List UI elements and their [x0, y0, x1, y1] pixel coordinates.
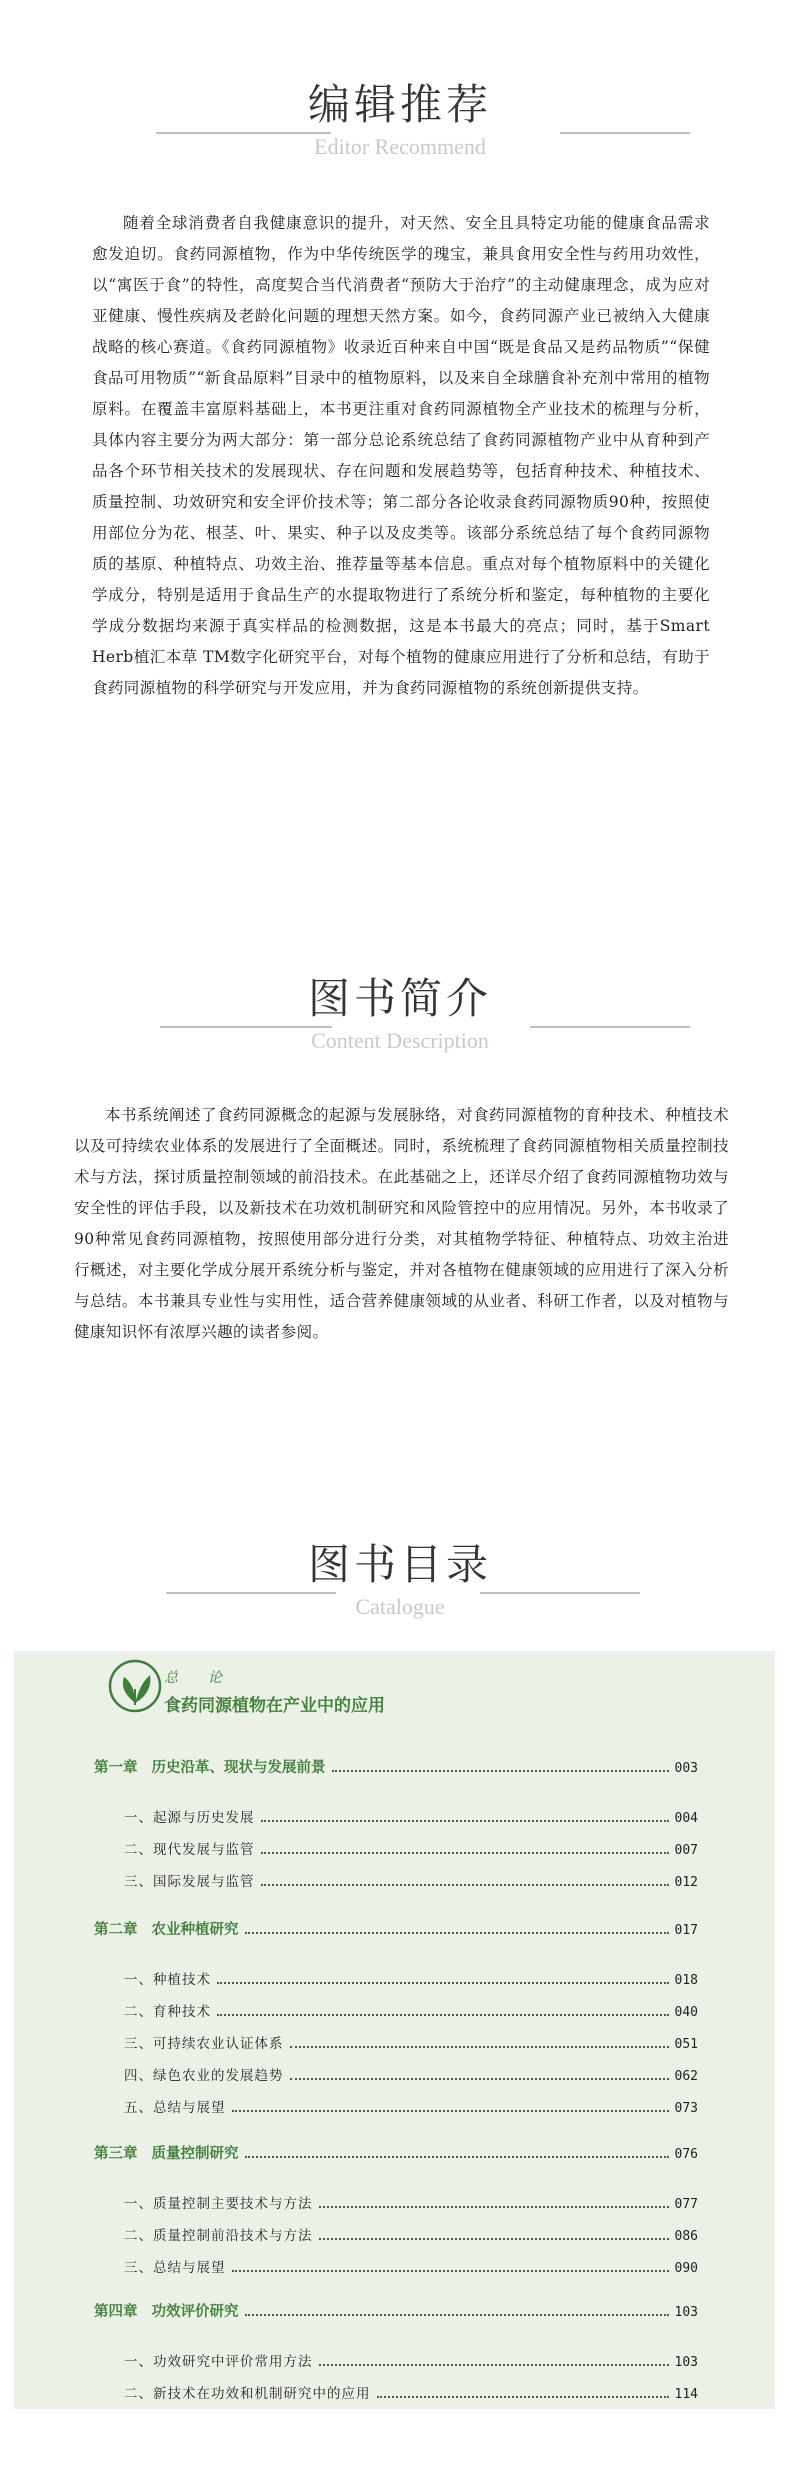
- section-page: 090: [674, 2261, 698, 2276]
- chapter-page: 003: [674, 1761, 698, 1776]
- section-page: 062: [674, 2069, 698, 2084]
- chapter-title: 农业种植研究: [151, 1921, 239, 1938]
- divider-left: [156, 132, 331, 134]
- section-label: 一、起源与历史发展: [124, 1810, 255, 1826]
- toc-item-row: [124, 2382, 698, 2402]
- toc-item-row: [124, 2350, 698, 2370]
- part-header: [164, 1667, 385, 1716]
- section-label: 二、现代发展与监管: [124, 1842, 255, 1858]
- toc-chapter-row: [94, 2142, 698, 2163]
- section-page: 073: [674, 2101, 698, 2116]
- leader-dots: [377, 2396, 669, 2398]
- leader-dots: [217, 2014, 669, 2016]
- content-subtitle: Content Description: [311, 1028, 489, 1053]
- toc-item-row: [124, 2096, 698, 2116]
- catalogue-subtitle: Catalogue: [355, 1594, 445, 1619]
- chapter-number: 第三章: [94, 2145, 138, 2162]
- section-page: 004: [674, 1811, 698, 1826]
- part-title: 食药同源植物在产业中的应用: [164, 1696, 385, 1716]
- leader-dots: [290, 2046, 669, 2048]
- content-body: [74, 1100, 729, 1348]
- toc-item-row: [124, 2000, 698, 2020]
- leader-dots: [332, 1770, 669, 1772]
- section-label: 四、绿色农业的发展趋势: [124, 2068, 284, 2084]
- chapter-page: 017: [674, 1923, 698, 1938]
- chapter-title: 质量控制研究: [151, 2145, 239, 2162]
- section-page: 018: [674, 1973, 698, 1988]
- leader-dots: [232, 2110, 669, 2112]
- toc-chapter-row: [94, 2300, 698, 2321]
- chapter-number: 第一章: [94, 1759, 138, 1776]
- divider-right: [480, 1592, 640, 1594]
- content-title: 图书简介: [307, 974, 492, 1023]
- toc-item-row: [124, 2032, 698, 2052]
- section-label: 三、总结与展望: [124, 2260, 226, 2276]
- leader-dots: [319, 2364, 669, 2366]
- section-page: 007: [674, 1843, 698, 1858]
- toc-chapter-row: [94, 1918, 698, 1939]
- chapter-title: 历史沿革、现状与发展前景: [151, 1759, 326, 1776]
- divider-right: [530, 1026, 690, 1028]
- section-label: 二、育种技术: [124, 2004, 211, 2020]
- leader-dots: [261, 1820, 669, 1822]
- chapter-label: [94, 2142, 239, 2163]
- toc-item-row: [124, 1838, 698, 1858]
- chapter-number: 第二章: [94, 1921, 138, 1938]
- section-page: 103: [674, 2355, 698, 2370]
- section-label: 二、新技术在功效和机制研究中的应用: [124, 2386, 371, 2402]
- section-label: 五、总结与展望: [124, 2100, 226, 2116]
- section-label: 三、国际发展与监管: [124, 1874, 255, 1890]
- section-page: 040: [674, 2005, 698, 2020]
- toc-chapter-row: [94, 1756, 698, 1777]
- section-page: 077: [674, 2197, 698, 2212]
- toc-item-row: [124, 1870, 698, 1890]
- section-label: 二、质量控制前沿技术与方法: [124, 2228, 313, 2244]
- content-paragraph: 本书系统阐述了食药同源概念的起源与发展脉络，对食药同源植物的育种技术、种植技术以及可持续农业体系的发展进行了全面概述。同时，系统梳理了食药同源植物相关质量控制技术与方法，探讨质量控制领域的前沿技术。在此基础之上，还详尽介绍了食药同源植物功效与安全性的评估手段，以及新技术在功效机制研究和风险管控中的应用情况。另外，本书收录了90种常见食药同源植物，按照使用部分进行分类，对其植物学特征、种植特点、功效主治进行概述，对主要化学成分展开系统分析与鉴定，并对各植物在健康领域的应用进行了深入分析与总结。本书兼具专业性与实用性，适合营养健康领域的从业者、科研工作者，以及对植物与健康知识怀有浓厚兴趣的读者参阅。: [74, 1106, 729, 1341]
- section-label: 一、功效研究中评价常用方法: [124, 2354, 313, 2370]
- chapter-page: 076: [674, 2147, 698, 2162]
- leaf-icon: [108, 1659, 162, 1717]
- section-page: 086: [674, 2229, 698, 2244]
- toc-item-row: [124, 2224, 698, 2244]
- leader-dots: [319, 2206, 669, 2208]
- chapter-label: [94, 1918, 239, 1939]
- toc-item-row: [124, 2064, 698, 2084]
- leader-dots: [245, 2314, 669, 2316]
- editor-section-header: [0, 80, 800, 159]
- toc-item-row: [124, 2256, 698, 2276]
- leader-dots: [290, 2078, 669, 2080]
- part-label: 总 论: [164, 1670, 230, 1686]
- editor-subtitle: Editor Recommend: [314, 134, 486, 159]
- leader-dots: [245, 2156, 669, 2158]
- editor-title: 编辑推荐: [307, 80, 492, 129]
- leader-dots: [319, 2238, 669, 2240]
- leader-dots: [261, 1884, 669, 1886]
- section-label: 一、种植技术: [124, 1972, 211, 1988]
- leader-dots: [232, 2270, 669, 2272]
- leader-dots: [261, 1852, 669, 1854]
- section-page: 012: [674, 1875, 698, 1890]
- toc-item-row: [124, 1968, 698, 1988]
- section-label: 一、质量控制主要技术与方法: [124, 2196, 313, 2212]
- toc-item-row: [124, 2192, 698, 2212]
- divider-right: [560, 132, 690, 134]
- catalogue-title: 图书目录: [307, 1540, 492, 1589]
- toc-item-row: [124, 1806, 698, 1826]
- content-section-header: [0, 974, 800, 1053]
- leader-dots: [217, 1982, 669, 1984]
- chapter-title: 功效评价研究: [151, 2303, 239, 2320]
- divider-left: [166, 1592, 336, 1594]
- leader-dots: [245, 1932, 669, 1934]
- section-page: 114: [674, 2387, 698, 2402]
- chapter-number: 第四章: [94, 2303, 138, 2320]
- chapter-label: [94, 1756, 326, 1777]
- catalogue-section-header: [0, 1540, 800, 1619]
- section-page: 051: [674, 2037, 698, 2052]
- editor-paragraph: 随着全球消费者自我健康意识的提升，对天然、安全且具特定功能的健康食品需求愈发迫切。食药同源植物，作为中华传统医学的瑰宝，兼具食用安全性与药用功效性，以“寓医于食”的特性，高度契合当代消费者“预防大于治疗”的主动健康理念，成为应对亚健康、慢性疾病及老龄化问题的理想天然方案。如今，食药同源产业已被纳入大健康战略的核心赛道。《食药同源植物》收录近百种来自中国“既是食品又是药品物质”“保健食品可用物质”“新食品原料”目录中的植物原料，以及来自全球膳食补充剂中常用的植物原料。在覆盖丰富原料基础上，本书更注重对食药同源植物全产业技术的梳理与分析，具体内容主要分为两大部分：第一部分总论系统总结了食药同源植物产业中从育种到产品各个环节相关技术的发展现状、存在问题和发展趋势等，包括育种技术、种植技术、质量控制、功效研究和安全评价技术等；第二部分各论收录食药同源物质90种，按照使用部位分为花、根茎、叶、果实、种子以及皮类等。该部分系统总结了每个食药同源物质的基原、种植特点、功效主治、推荐量等基本信息。重点对每个植物原料中的关键化学成分，特别是适用于食品生产的水提取物进行了系统分析和鉴定，每种植物的主要化学成分数据均来源于真实样品的检测数据，这是本书最大的亮点；同时，基于Smart Herb植汇本草 TM数字化研究平台，对每个植物的健康应用进行了分析和总结，有助于食药同源植物的科学研究与开发应用，并为食药同源植物的系统创新提供支持。: [92, 214, 710, 697]
- chapter-page: 103: [674, 2305, 698, 2320]
- editor-body: [92, 208, 710, 704]
- divider-left: [160, 1026, 332, 1028]
- section-label: 三、可持续农业认证体系: [124, 2036, 284, 2052]
- chapter-label: [94, 2300, 239, 2321]
